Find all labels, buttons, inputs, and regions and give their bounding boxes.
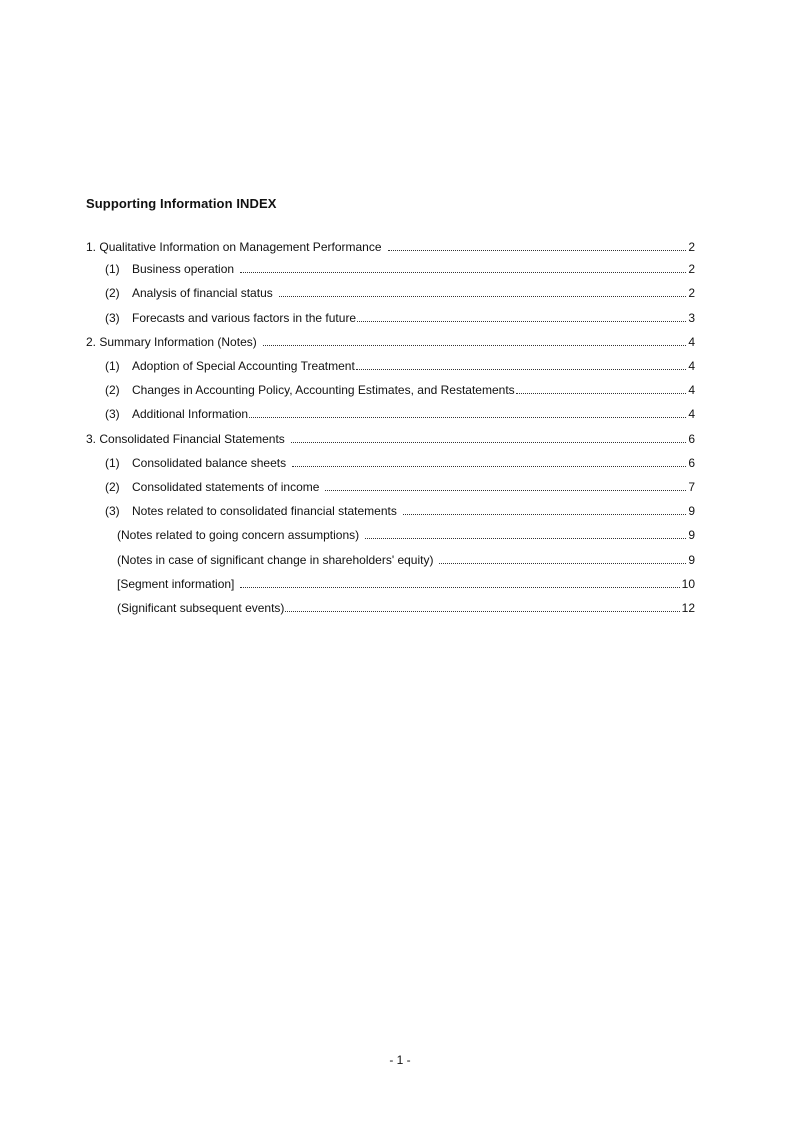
toc-entry[interactable] <box>86 333 695 349</box>
toc-entry[interactable] <box>86 238 695 254</box>
dot-leader <box>388 249 687 251</box>
toc-label: Qualitative Information on Management Performance <box>99 240 382 254</box>
toc-entry[interactable] <box>86 551 695 567</box>
toc-label: Analysis of financial status <box>132 286 273 300</box>
toc-entry[interactable] <box>86 405 695 421</box>
toc-label: Summary Information (Notes) <box>99 335 257 349</box>
toc-page: 2 <box>688 262 695 276</box>
toc-number: (2) <box>105 383 120 397</box>
toc-entry[interactable] <box>86 575 695 591</box>
toc-page: 4 <box>688 335 695 349</box>
dot-leader <box>439 562 686 564</box>
toc-number: (1) <box>105 262 120 276</box>
toc-page: 9 <box>688 528 695 542</box>
toc-page: 4 <box>688 407 695 421</box>
toc-page: 4 <box>688 383 695 397</box>
toc-label: Consolidated Financial Statements <box>99 432 285 446</box>
toc-entry[interactable] <box>86 260 695 276</box>
toc-label: Additional Information <box>132 407 249 421</box>
toc-entry[interactable] <box>86 599 695 615</box>
dot-leader <box>516 392 687 394</box>
toc-label: (Notes related to going concern assumptions) <box>117 528 360 542</box>
dot-leader <box>240 271 686 273</box>
dot-leader <box>263 344 687 346</box>
dot-leader <box>325 489 686 491</box>
toc-label: Business operation <box>132 262 235 276</box>
toc-page: 2 <box>688 240 695 254</box>
dot-leader <box>249 416 686 418</box>
toc-label: (Notes in case of significant change in shareholders' equity) <box>117 553 434 567</box>
dot-leader <box>365 537 686 539</box>
toc-label: Notes related to consolidated financial statements <box>132 504 397 518</box>
toc-label: Consolidated statements of income <box>132 480 320 494</box>
dot-leader <box>292 465 686 467</box>
toc-page: 9 <box>688 504 695 518</box>
toc-entry[interactable] <box>86 381 695 397</box>
dot-leader <box>240 586 679 588</box>
toc-number: (1) <box>105 359 120 373</box>
toc-label: (Significant subsequent events) <box>117 601 285 615</box>
dot-leader <box>356 368 687 370</box>
toc-number: (2) <box>105 286 120 300</box>
index-title: Supporting Information INDEX <box>86 196 277 211</box>
toc-label: Changes in Accounting Policy, Accounting Estimates, and Restatements <box>132 383 515 397</box>
dot-leader <box>285 610 679 612</box>
toc-entry[interactable] <box>86 357 695 373</box>
toc-page: 6 <box>688 456 695 470</box>
toc-page: 3 <box>688 311 695 325</box>
toc-number: (1) <box>105 456 120 470</box>
toc-entry[interactable] <box>86 284 695 300</box>
toc-number: (2) <box>105 480 120 494</box>
toc-number: 3. <box>86 432 97 446</box>
toc-page: 10 <box>681 577 695 591</box>
toc-entry[interactable] <box>86 430 695 446</box>
toc-page: 4 <box>688 359 695 373</box>
toc-entry[interactable] <box>86 502 695 518</box>
toc-number: (3) <box>105 311 120 325</box>
toc-number: (3) <box>105 407 120 421</box>
toc-page: 12 <box>681 601 695 615</box>
dot-leader <box>357 320 686 322</box>
toc-label: [Segment information] <box>117 577 235 591</box>
toc-number: 2. <box>86 335 97 349</box>
toc-page: 7 <box>688 480 695 494</box>
toc-entry[interactable] <box>86 478 695 494</box>
toc-entry[interactable] <box>86 526 695 542</box>
toc-page: 9 <box>688 553 695 567</box>
page-number-footer: - 1 - <box>389 1053 411 1067</box>
toc-label: Consolidated balance sheets <box>132 456 287 470</box>
toc-entry[interactable] <box>86 454 695 470</box>
toc-entry[interactable] <box>86 309 695 325</box>
dot-leader <box>291 441 687 443</box>
dot-leader <box>403 513 686 515</box>
dot-leader <box>279 295 687 297</box>
toc-label: Forecasts and various factors in the future <box>132 311 357 325</box>
toc-page: 2 <box>688 286 695 300</box>
toc-number: 1. <box>86 240 97 254</box>
toc-number: (3) <box>105 504 120 518</box>
toc-label: Adoption of Special Accounting Treatment <box>132 359 355 373</box>
toc-page: 6 <box>688 432 695 446</box>
